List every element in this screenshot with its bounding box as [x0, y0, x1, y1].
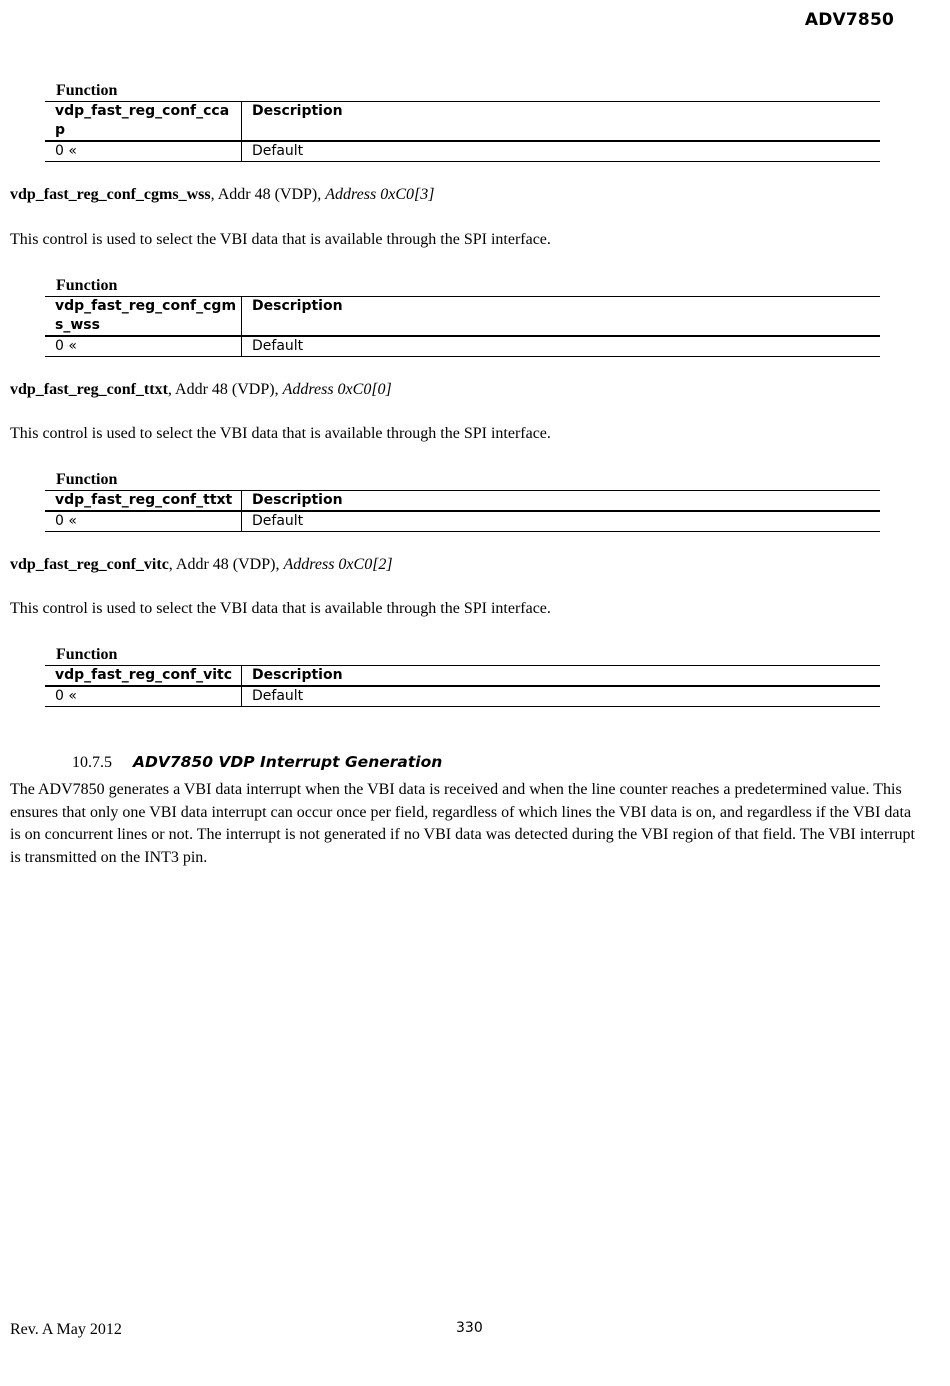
register-address: Address 0xC0[0] — [282, 381, 392, 398]
column-header-field: vdp_fast_reg_conf_cca p — [45, 102, 242, 142]
function-table-vitc — [45, 645, 880, 707]
register-description: This control is used to select the VBI data that is available through the SPI interface. — [10, 600, 551, 617]
table-header-row — [45, 297, 880, 337]
register-name: vdp_fast_reg_conf_ttxt — [10, 381, 168, 398]
register-addr: , Addr 48 (VDP), — [210, 186, 326, 203]
register-table — [45, 490, 880, 532]
register-name: vdp_fast_reg_conf_cgms_wss — [10, 186, 211, 203]
table-row — [45, 511, 880, 532]
function-label: Function — [56, 646, 118, 663]
column-header-description: Description — [242, 297, 881, 337]
column-header-description: Description — [242, 102, 881, 142]
register-address: Address 0xC0[2] — [283, 556, 393, 573]
function-label: Function — [56, 82, 118, 99]
table-cell-value: 0 « — [45, 511, 242, 532]
column-header-description: Description — [242, 491, 881, 512]
table-header-row — [45, 102, 880, 142]
column-header-description: Description — [242, 666, 881, 687]
section-number: 10.7.5 — [72, 754, 112, 771]
function-table-cgms-wss — [45, 276, 880, 357]
function-table-ccap — [45, 81, 880, 162]
register-heading-vitc — [10, 556, 393, 574]
table-cell-description: Default — [242, 141, 881, 162]
table-row — [45, 336, 880, 357]
section-title: ADV7850 VDP Interrupt Generation — [133, 753, 443, 771]
table-row — [45, 141, 880, 162]
function-table-ttxt — [45, 470, 880, 532]
section-heading — [72, 753, 442, 772]
register-address: Address 0xC0[3] — [325, 186, 435, 203]
register-description: This control is used to select the VBI data that is available through the SPI interface. — [10, 231, 551, 248]
register-heading-ttxt — [10, 381, 392, 399]
register-addr: , Addr 48 (VDP), — [168, 556, 284, 573]
column-header-field: vdp_fast_reg_conf_ttxt — [45, 491, 242, 512]
column-header-field: vdp_fast_reg_conf_cgm s_wss — [45, 297, 242, 337]
table-header-row — [45, 491, 880, 512]
register-description: This control is used to select the VBI data that is available through the SPI interface. — [10, 425, 551, 442]
register-name: vdp_fast_reg_conf_vitc — [10, 556, 169, 573]
column-header-field: vdp_fast_reg_conf_vitc — [45, 666, 242, 687]
footer-revision: Rev. A May 2012 — [10, 1321, 122, 1338]
table-row — [45, 686, 880, 707]
register-heading-cgms-wss — [10, 186, 434, 204]
table-cell-value: 0 « — [45, 141, 242, 162]
page-number: 330 — [456, 1320, 483, 1336]
table-cell-description: Default — [242, 336, 881, 357]
function-label: Function — [56, 471, 118, 488]
table-cell-description: Default — [242, 686, 881, 707]
table-cell-description: Default — [242, 511, 881, 532]
table-cell-value: 0 « — [45, 686, 242, 707]
table-header-row — [45, 666, 880, 687]
function-label: Function — [56, 277, 118, 294]
register-table — [45, 665, 880, 707]
document-title: ADV7850 — [804, 10, 894, 30]
register-table — [45, 101, 880, 162]
register-table — [45, 296, 880, 357]
section-body: The ADV7850 generates a VBI data interrupt when the VBI data is received and when the line counter reaches a predetermined value. This ensures that only one VBI data interrupt can occur once per field, regardless of which lines the VBI data is on, and regardless if the VBI data is on concurrent lines or not. The interrupt is not generated if no VBI data was detected during the VBI region of that field. The VBI interrupt is transmitted on the INT3 pin. — [10, 781, 915, 866]
table-cell-value: 0 « — [45, 336, 242, 357]
register-addr: , Addr 48 (VDP), — [167, 381, 283, 398]
